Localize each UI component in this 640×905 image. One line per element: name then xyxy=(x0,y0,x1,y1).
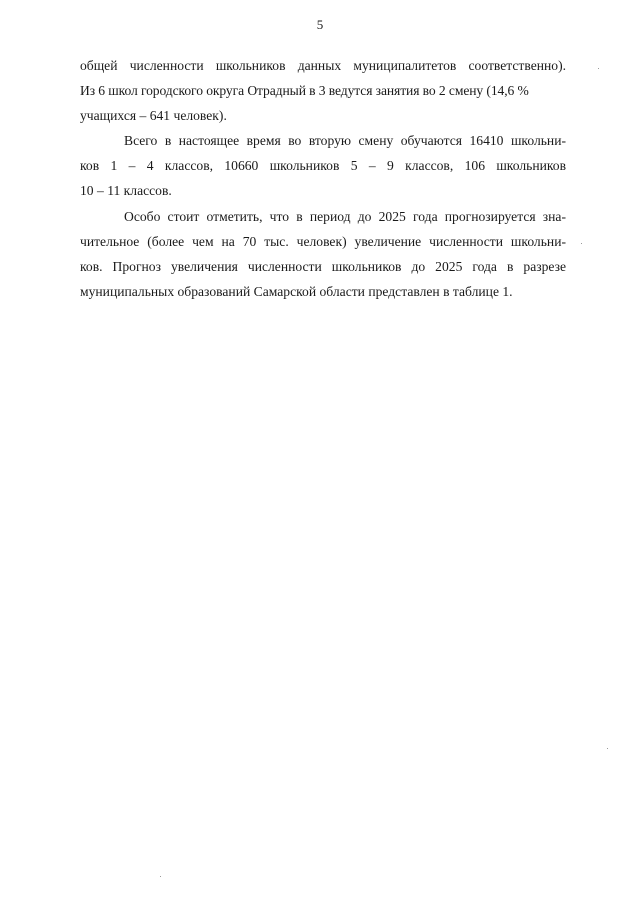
scan-speck xyxy=(160,876,161,877)
paragraph-line: Всего в настоящее время во вторую смену обучаются 16410 школьни- xyxy=(124,133,566,148)
page-number: 5 xyxy=(316,17,324,32)
paragraph-3 xyxy=(80,204,566,304)
scan-speck xyxy=(598,68,599,69)
paragraph-line: чительное (более чем на 70 тыс. человек) увеличение численности школьни- xyxy=(80,234,566,249)
paragraph-line: 10 – 11 классов. xyxy=(80,183,172,198)
paragraph-line: муниципальных образований Самарской области представлен в таблице 1. xyxy=(80,284,513,299)
paragraph-line: учащихся – 641 человек). xyxy=(80,108,227,123)
paragraph-line: Особо стоит отметить, что в период до 2025 года прогнозируется зна- xyxy=(124,209,566,224)
paragraph-line: общей численности школьников данных муниципалитетов соответственно). xyxy=(80,58,566,73)
paragraph-line: ков. Прогноз увеличения численности школьников до 2025 года в разрезе xyxy=(80,259,566,274)
paragraph-2 xyxy=(80,128,566,203)
paragraph-line: ков 1 – 4 классов, 10660 школьников 5 – 9 классов, 106 школьников xyxy=(80,158,566,173)
scan-speck xyxy=(581,243,582,244)
scan-speck xyxy=(607,748,608,749)
paragraph-line: Из 6 школ городского округа Отрадный в 3 ведутся занятия во 2 смену (14,6 % xyxy=(80,83,529,98)
paragraph-1 xyxy=(80,53,566,128)
